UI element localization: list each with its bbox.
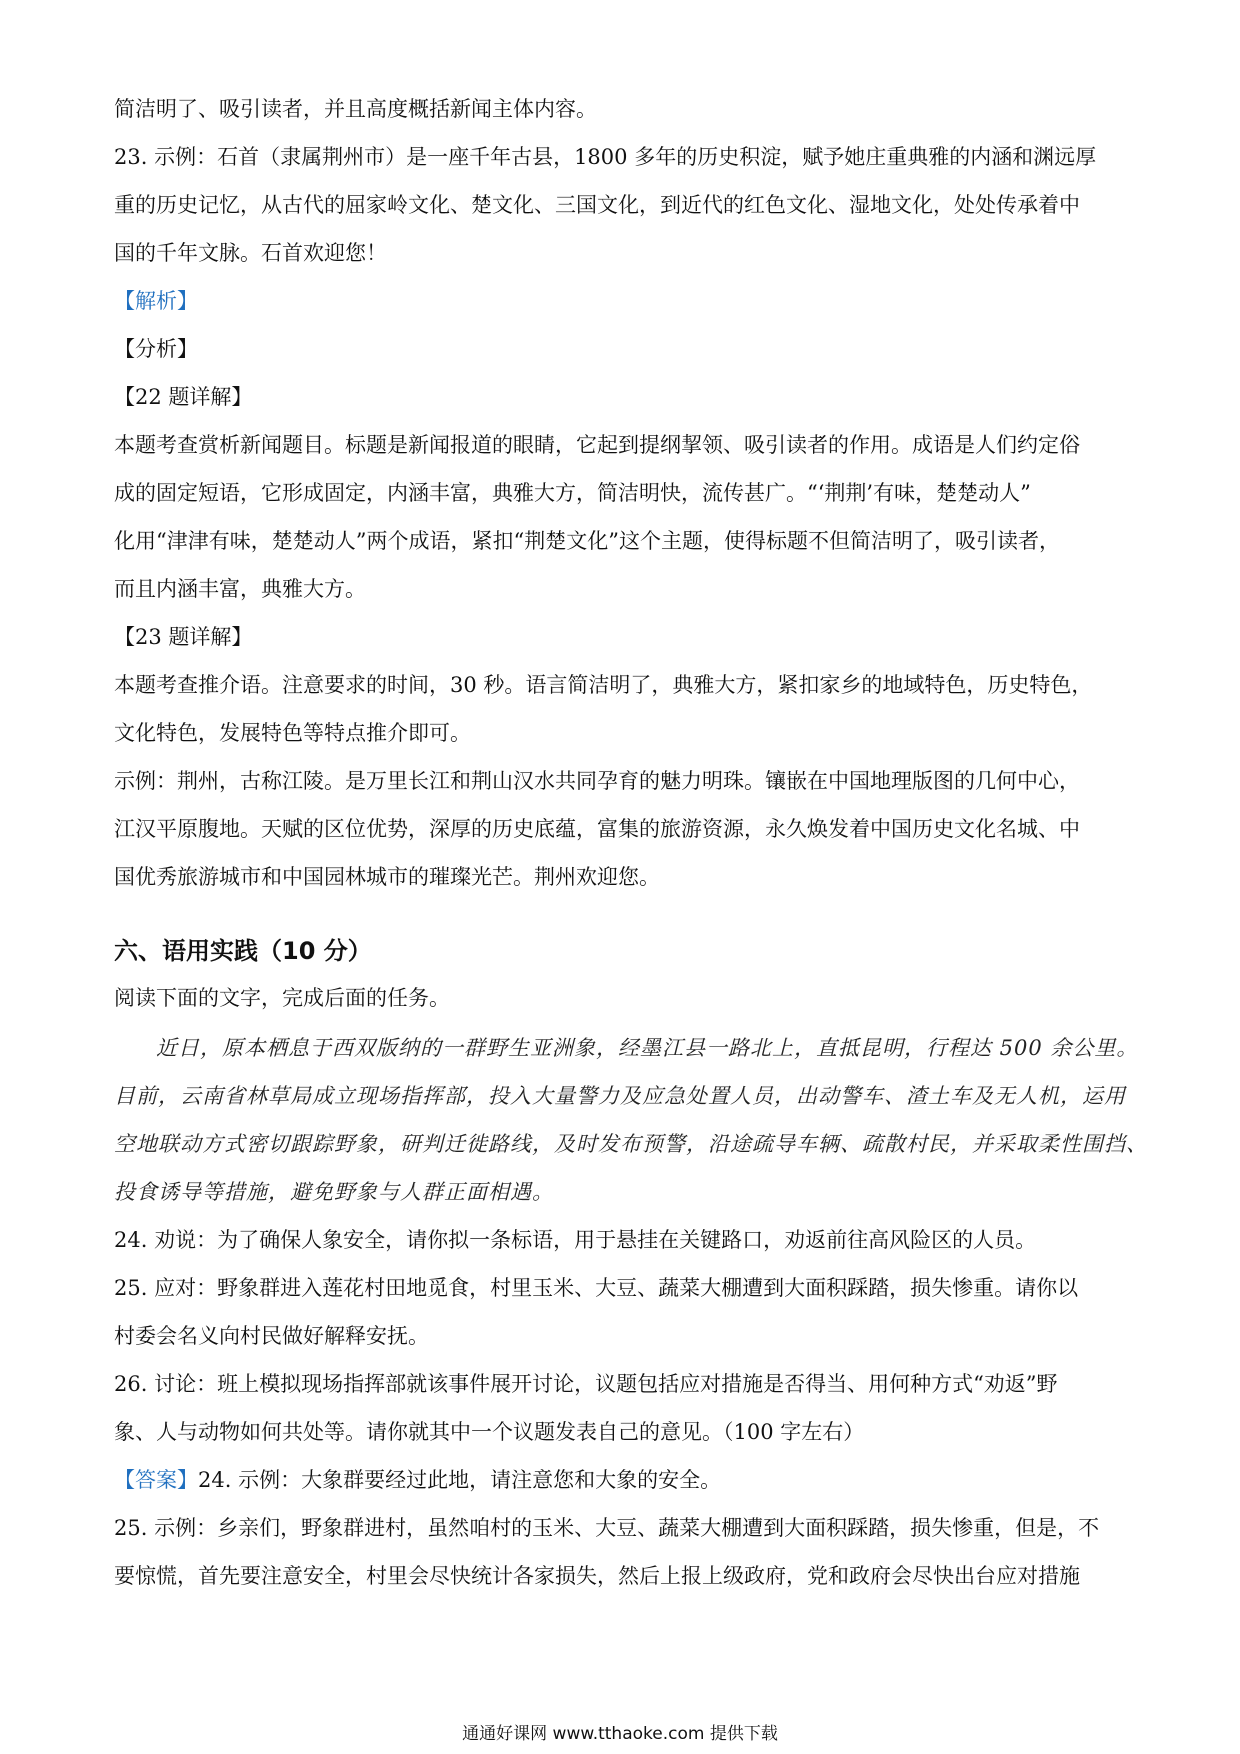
- text-line: 而且内涵丰富，典雅大方。: [114, 577, 366, 601]
- passage-line: 空地联动方式密切跟踪野象，研判迁徙路线，及时发布预警，沿途疏导车辆、疏散村民，并采取柔性围挡、: [114, 1132, 1148, 1156]
- passage-line: 目前，云南省林草局成立现场指挥部，投入大量警力及应急处置人员，出动警车、渣土车及无人机，运用: [114, 1084, 1126, 1108]
- text-line: 化用“津津有味，楚楚动人”两个成语，紧扣“荆楚文化”这个主题，使得标题不但简洁明了，吸引读者，: [114, 529, 1060, 553]
- text-line: 重的历史记忆，从古代的屈家岭文化、楚文化、三国文化，到近代的红色文化、湿地文化，处处传承着中: [114, 193, 1080, 217]
- passage-line: 投食诱导等措施，避免野象与人群正面相遇。: [114, 1180, 554, 1204]
- text-line: 成的固定短语，它形成固定，内涵丰富，典雅大方，简洁明快，流传甚广。“‘荆荆’有味，楚楚动人”: [114, 481, 1031, 505]
- section-title: 六、语用实践（10 分）: [114, 937, 372, 965]
- text-line: 要惊慌，首先要注意安全，村里会尽快统计各家损失，然后上报上级政府，党和政府会尽快出台应对措施: [114, 1564, 1080, 1588]
- q22-detail-heading: 【22 题详解】: [114, 385, 253, 409]
- analysis-heading: 【解析】: [114, 289, 198, 313]
- text-line: 示例：荆州，古称江陵。是万里长江和荆山汉水共同孕育的魅力明珠。镶嵌在中国地理版图的几何中心，: [114, 769, 1080, 793]
- text-line: 本题考查推介语。注意要求的时间，30 秒。语言简洁明了，典雅大方，紧扣家乡的地域特色，历史特色，: [114, 673, 1093, 697]
- text-line: 江汉平原腹地。天赋的区位优势，深厚的历史底蕴，富集的旅游资源，永久焕发着中国历史文化名城、中: [114, 817, 1080, 841]
- question-25: 25. 应对：野象群进入莲花村田地觅食，村里玉米、大豆、蔬菜大棚遭到大面积踩踏，损失惨重。请你以: [114, 1276, 1079, 1300]
- text-line: 23. 示例：石首（隶属荆州市）是一座千年古县，1800 多年的历史积淀，赋予她庄重典雅的内涵和渊远厚: [114, 145, 1097, 169]
- answer-24: 24. 示例：大象群要经过此地，请注意您和大象的安全。: [198, 1468, 722, 1492]
- instruction-line: 阅读下面的文字，完成后面的任务。: [114, 986, 450, 1010]
- passage-line: 近日，原本栖息于西双版纳的一群野生亚洲象，经墨江县一路北上，直抵昆明，行程达 500 余公里。: [156, 1036, 1139, 1060]
- text-line: 村委会名义向村民做好解释安抚。: [114, 1324, 429, 1348]
- text-line: 本题考查赏析新闻题目。标题是新闻报道的眼睛，它起到提纲挈领、吸引读者的作用。成语是人们约定俗: [114, 433, 1080, 457]
- question-26: 26. 讨论：班上模拟现场指挥部就该事件展开讨论，议题包括应对措施是否得当、用何种方式“劝返”野: [114, 1372, 1058, 1396]
- q23-detail-heading: 【23 题详解】: [114, 625, 253, 649]
- answer-line: [114, 1456, 1128, 1505]
- text-line: 国优秀旅游城市和中国园林城市的璀璨光芒。荆州欢迎您。: [114, 865, 660, 889]
- text-line: 文化特色，发展特色等特点推介即可。: [114, 721, 471, 745]
- text-line: 国的千年文脉。石首欢迎您！: [114, 241, 387, 265]
- question-24: 24. 劝说：为了确保人象安全，请你拟一条标语，用于悬挂在关键路口，劝返前往高风险区的人员。: [114, 1228, 1037, 1252]
- answer-25: 25. 示例：乡亲们，野象群进村，虽然咱村的玉米、大豆、蔬菜大棚遭到大面积踩踏，损失惨重，但是，不: [114, 1516, 1100, 1540]
- text-line: 简洁明了、吸引读者，并且高度概括新闻主体内容。: [114, 97, 597, 121]
- answer-tag: 【答案】: [114, 1468, 198, 1492]
- footer-source: 通通好课网 www.tthaoke.com 提供下载: [462, 1724, 778, 1744]
- text-line: 象、人与动物如何共处等。请你就其中一个议题发表自己的意见。（100 字左右）: [114, 1420, 865, 1444]
- fenxi-heading: 【分析】: [114, 337, 198, 361]
